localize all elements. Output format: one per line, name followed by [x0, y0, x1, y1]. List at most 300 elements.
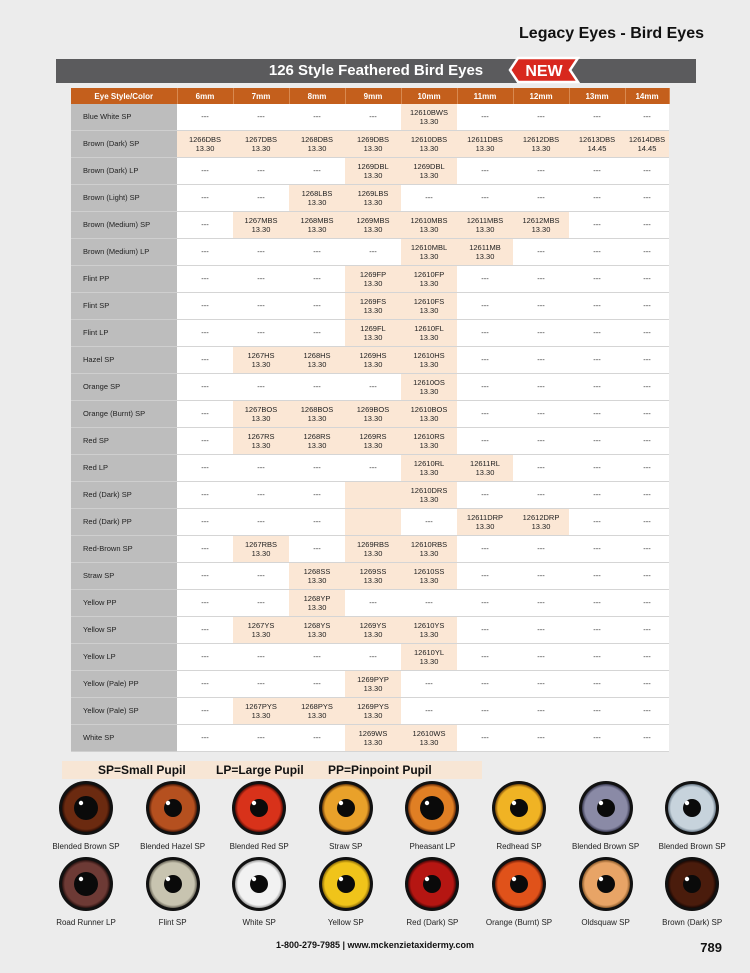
unavailable-cell: --- [289, 239, 345, 266]
product-cell [233, 347, 289, 374]
bird-eyes-table [71, 88, 670, 752]
eye-style-label: Yellow SP [71, 617, 177, 644]
unavailable-cell: --- [625, 725, 669, 752]
unavailable-cell: --- [513, 590, 569, 617]
product-code: 12610YL [413, 647, 445, 657]
unavailable-cell: --- [569, 104, 625, 131]
unavailable-cell: --- [457, 698, 513, 725]
unavailable-cell: --- [233, 266, 289, 293]
table-row [71, 482, 669, 509]
unavailable-cell: --- [457, 185, 513, 212]
unavailable-cell: --- [625, 590, 669, 617]
eye-style-label: Flint PP [71, 266, 177, 293]
unavailable-cell: --- [569, 185, 625, 212]
product-price: 13.30 [251, 144, 271, 153]
product-cell [401, 266, 457, 293]
product-cell [345, 131, 401, 158]
unavailable-cell: --- [569, 536, 625, 563]
unavailable-cell: --- [513, 428, 569, 455]
product-cell [289, 212, 345, 239]
product-code: 12610MBS [410, 215, 448, 225]
product-cell [289, 401, 345, 428]
unavailable-cell: --- [177, 401, 233, 428]
unavailable-cell: --- [625, 266, 669, 293]
product-price: 13.30 [419, 306, 439, 315]
product-cell [345, 563, 401, 590]
product-cell [345, 698, 401, 725]
table-row [71, 563, 669, 590]
unavailable-cell: --- [513, 698, 569, 725]
product-price: 13.30 [419, 549, 439, 558]
eye-style-label: Orange (Burnt) SP [71, 401, 177, 428]
eye-style-label: Blue White SP [71, 104, 177, 131]
unavailable-cell: --- [177, 455, 233, 482]
unavailable-cell: --- [457, 401, 513, 428]
product-cell [401, 320, 457, 347]
unavailable-cell: --- [289, 482, 345, 509]
product-code: 12613DBS [578, 134, 616, 144]
eye-swatch [577, 779, 635, 837]
unavailable-cell: --- [289, 671, 345, 698]
product-price: 14.45 [587, 144, 607, 153]
eye-swatch-label: Oldsquaw SP [581, 918, 630, 927]
eye-swatch-label: Blended Brown SP [52, 842, 120, 851]
product-cell [233, 212, 289, 239]
product-code: 12612MBS [522, 215, 560, 225]
product-price: 13.30 [531, 225, 551, 234]
unavailable-cell: --- [177, 374, 233, 401]
product-price: 13.30 [419, 657, 439, 666]
eye-swatch-label: Blended Red SP [229, 842, 289, 851]
eye-highlight [79, 877, 83, 881]
product-code: 12610RL [413, 458, 445, 468]
unavailable-cell: --- [233, 185, 289, 212]
product-code: 12610BWS [410, 107, 448, 117]
unavailable-cell: --- [289, 644, 345, 671]
unavailable-cell: --- [569, 428, 625, 455]
product-code: 1269FL [360, 323, 386, 333]
unavailable-cell: --- [289, 104, 345, 131]
unavailable-cell: --- [513, 104, 569, 131]
footer-contact: 1-800-279-7985 | www.mckenzietaxidermy.com [275, 940, 475, 950]
eye-highlight [165, 877, 169, 881]
unavailable-cell: --- [625, 617, 669, 644]
product-price: 13.30 [419, 360, 439, 369]
product-price: 13.30 [363, 630, 383, 639]
empty-cell [345, 509, 401, 536]
eye-swatch-label: Road Runner LP [56, 918, 116, 927]
product-cell [401, 617, 457, 644]
table-row [71, 617, 669, 644]
unavailable-cell: --- [177, 266, 233, 293]
unavailable-cell: --- [345, 644, 401, 671]
product-cell [513, 509, 569, 536]
unavailable-cell: --- [233, 158, 289, 185]
unavailable-cell: --- [625, 455, 669, 482]
product-code: 1269DBL [413, 161, 445, 171]
product-cell [401, 455, 457, 482]
banner-title: 126 Style Feathered Bird Eyes [268, 62, 484, 79]
eye-highlight [252, 877, 256, 881]
product-cell [401, 563, 457, 590]
eye-style-label: Red SP [71, 428, 177, 455]
unavailable-cell: --- [625, 671, 669, 698]
unavailable-cell: --- [457, 644, 513, 671]
product-code: 1268SS [303, 566, 331, 576]
unavailable-cell: --- [289, 158, 345, 185]
product-cell [625, 131, 669, 158]
table-row [71, 536, 669, 563]
unavailable-cell: --- [625, 104, 669, 131]
unavailable-cell: --- [625, 320, 669, 347]
table-row [71, 374, 669, 401]
eye-swatch-label: Blended Hazel SP [140, 842, 206, 851]
product-code: 1267YS [247, 620, 275, 630]
product-cell [569, 131, 625, 158]
column-header-size: 12mm [513, 88, 569, 104]
unavailable-cell: --- [569, 617, 625, 644]
unavailable-cell: --- [625, 509, 669, 536]
product-price: 13.30 [419, 441, 439, 450]
unavailable-cell: --- [177, 644, 233, 671]
eye-highlight [512, 877, 516, 881]
unavailable-cell: --- [513, 347, 569, 374]
eye-swatch-label: Straw SP [329, 842, 363, 851]
product-cell [457, 455, 513, 482]
section-banner [56, 59, 696, 83]
eye-swatch [577, 855, 635, 913]
unavailable-cell: --- [233, 644, 289, 671]
product-code: 12610BOS [410, 404, 448, 414]
product-code: 12610YS [413, 620, 445, 630]
product-code: 1269WS [358, 728, 388, 738]
unavailable-cell: --- [625, 644, 669, 671]
column-header-size: 14mm [625, 88, 669, 104]
eye-highlight [512, 801, 516, 805]
product-price: 13.30 [363, 279, 383, 288]
product-code: 12610DRS [410, 485, 448, 495]
product-cell [401, 104, 457, 131]
product-code: 1269SS [359, 566, 387, 576]
eye-style-label: Straw SP [71, 563, 177, 590]
product-price: 13.30 [531, 522, 551, 531]
product-price: 13.30 [419, 252, 439, 261]
unavailable-cell: --- [233, 725, 289, 752]
product-code: 12610HS [413, 350, 445, 360]
product-cell [233, 617, 289, 644]
product-price: 13.30 [307, 225, 327, 234]
unavailable-cell: --- [233, 482, 289, 509]
unavailable-cell: --- [177, 320, 233, 347]
eye-highlight [339, 801, 343, 805]
eye-highlight [339, 877, 343, 881]
table-row [71, 131, 669, 158]
unavailable-cell: --- [289, 266, 345, 293]
unavailable-cell: --- [569, 482, 625, 509]
product-cell [345, 212, 401, 239]
unavailable-cell: --- [513, 671, 569, 698]
unavailable-cell: --- [345, 104, 401, 131]
product-cell [401, 212, 457, 239]
product-price: 13.30 [363, 576, 383, 585]
legend-small-pupil: SP=Small Pupil [98, 763, 186, 777]
product-price: 13.30 [307, 198, 327, 207]
product-price: 13.30 [363, 144, 383, 153]
unavailable-cell: --- [513, 293, 569, 320]
product-code: 12610WS [412, 728, 446, 738]
eye-highlight [598, 877, 602, 881]
unavailable-cell: --- [177, 212, 233, 239]
product-code: 12610FL [414, 323, 444, 333]
eye-swatch [57, 855, 115, 913]
table-row [71, 671, 669, 698]
eye-style-label: Flint SP [71, 293, 177, 320]
column-header-size: 8mm [289, 88, 345, 104]
eye-swatch [230, 855, 288, 913]
eye-highlight [425, 877, 429, 881]
product-code: 1267RBS [244, 539, 278, 549]
product-cell [401, 239, 457, 266]
legend-large-pupil: LP=Large Pupil [216, 763, 304, 777]
product-code: 1267MBS [244, 215, 278, 225]
product-code: 1269PYS [357, 701, 389, 711]
product-code: 12610OS [413, 377, 445, 387]
unavailable-cell: --- [513, 455, 569, 482]
unavailable-cell: --- [569, 320, 625, 347]
table-header-row [71, 88, 669, 104]
unavailable-cell: --- [401, 185, 457, 212]
product-price: 13.30 [195, 144, 215, 153]
unavailable-cell: --- [233, 563, 289, 590]
unavailable-cell: --- [345, 374, 401, 401]
unavailable-cell: --- [345, 239, 401, 266]
eye-style-label: Hazel SP [71, 347, 177, 374]
product-cell [457, 131, 513, 158]
product-code: 1268BOS [300, 404, 334, 414]
unavailable-cell: --- [177, 725, 233, 752]
unavailable-cell: --- [569, 212, 625, 239]
product-code: 1269RS [359, 431, 387, 441]
unavailable-cell: --- [233, 293, 289, 320]
product-price: 13.30 [419, 171, 439, 180]
eye-highlight [252, 801, 256, 805]
product-code: 1268DBS [300, 134, 334, 144]
product-price: 13.30 [307, 360, 327, 369]
unavailable-cell: --- [233, 509, 289, 536]
eye-swatch-label: Brown (Dark) SP [662, 918, 723, 927]
eye-swatch-label: Blended Brown SP [572, 842, 640, 851]
unavailable-cell: --- [513, 536, 569, 563]
product-price: 13.30 [251, 225, 271, 234]
product-cell [289, 617, 345, 644]
table-row [71, 212, 669, 239]
eye-swatch [317, 779, 375, 837]
unavailable-cell: --- [569, 644, 625, 671]
unavailable-cell: --- [625, 401, 669, 428]
product-price: 13.30 [363, 441, 383, 450]
unavailable-cell: --- [177, 158, 233, 185]
unavailable-cell: --- [177, 482, 233, 509]
product-code: 1268PYS [301, 701, 333, 711]
unavailable-cell: --- [401, 671, 457, 698]
eye-style-label: Brown (Medium) LP [71, 239, 177, 266]
product-cell [289, 563, 345, 590]
table-row [71, 725, 669, 752]
unavailable-cell: --- [625, 482, 669, 509]
unavailable-cell: --- [457, 266, 513, 293]
product-cell [457, 239, 513, 266]
product-price: 13.30 [251, 549, 271, 558]
product-price: 13.30 [475, 252, 495, 261]
eye-swatch [663, 855, 721, 913]
table-row [71, 104, 669, 131]
product-price: 13.30 [419, 630, 439, 639]
unavailable-cell: --- [289, 455, 345, 482]
product-cell [401, 536, 457, 563]
unavailable-cell: --- [625, 347, 669, 374]
product-code: 1268HS [303, 350, 331, 360]
eye-pupil [74, 796, 98, 820]
product-price: 13.30 [251, 630, 271, 639]
unavailable-cell: --- [345, 590, 401, 617]
column-header-size: 11mm [457, 88, 513, 104]
unavailable-cell: --- [457, 671, 513, 698]
product-price: 13.30 [475, 522, 495, 531]
eye-swatch-label: Orange (Burnt) SP [485, 918, 553, 927]
product-price: 13.30 [251, 711, 271, 720]
product-code: 12610DBS [410, 134, 448, 144]
eye-style-label: Red (Dark) SP [71, 482, 177, 509]
unavailable-cell: --- [289, 509, 345, 536]
table-row [71, 455, 669, 482]
unavailable-cell: --- [457, 347, 513, 374]
unavailable-cell: --- [513, 401, 569, 428]
product-code: 12610MBL [410, 242, 448, 252]
product-cell [233, 131, 289, 158]
product-price: 13.30 [363, 171, 383, 180]
product-code: 1269RBS [356, 539, 390, 549]
table-row [71, 401, 669, 428]
eye-highlight [165, 801, 169, 805]
product-price: 13.30 [419, 225, 439, 234]
page-title: Legacy Eyes - Bird Eyes [519, 25, 704, 42]
product-cell [401, 374, 457, 401]
unavailable-cell: --- [177, 509, 233, 536]
eye-style-label: Red LP [71, 455, 177, 482]
product-price: 13.30 [363, 684, 383, 693]
table-row [71, 293, 669, 320]
product-code: 12611DRP [466, 512, 504, 522]
eye-swatch [57, 779, 115, 837]
eye-style-label: Flint LP [71, 320, 177, 347]
eye-swatch [403, 855, 461, 913]
product-code: 12610RS [413, 431, 445, 441]
product-price: 14.45 [637, 144, 657, 153]
unavailable-cell: --- [625, 239, 669, 266]
eye-style-label: White SP [71, 725, 177, 752]
product-code: 1266DBS [188, 134, 222, 144]
product-price: 13.30 [531, 144, 551, 153]
product-price: 13.30 [419, 738, 439, 747]
product-code: 12610FS [413, 296, 445, 306]
unavailable-cell: --- [569, 347, 625, 374]
product-code: 12611MBS [466, 215, 504, 225]
unavailable-cell: --- [177, 185, 233, 212]
eye-pupil [74, 872, 98, 896]
unavailable-cell: --- [625, 212, 669, 239]
product-cell [401, 725, 457, 752]
eye-style-label: Red (Dark) PP [71, 509, 177, 536]
unavailable-cell: --- [513, 374, 569, 401]
unavailable-cell: --- [569, 374, 625, 401]
product-cell [177, 131, 233, 158]
unavailable-cell: --- [513, 320, 569, 347]
empty-cell [345, 482, 401, 509]
unavailable-cell: --- [625, 536, 669, 563]
unavailable-cell: --- [569, 455, 625, 482]
unavailable-cell: --- [233, 104, 289, 131]
product-code: 1267BOS [244, 404, 278, 414]
product-cell [289, 590, 345, 617]
product-price: 13.30 [419, 495, 439, 504]
product-cell [345, 401, 401, 428]
unavailable-cell: --- [569, 698, 625, 725]
unavailable-cell: --- [177, 428, 233, 455]
column-header-style: Eye Style/Color [71, 88, 177, 104]
product-price: 13.30 [251, 360, 271, 369]
unavailable-cell: --- [569, 671, 625, 698]
unavailable-cell: --- [513, 644, 569, 671]
unavailable-cell: --- [177, 671, 233, 698]
unavailable-cell: --- [457, 617, 513, 644]
product-price: 13.30 [363, 738, 383, 747]
eye-swatch-label: Red (Dark) SP [406, 918, 459, 927]
unavailable-cell: --- [177, 563, 233, 590]
unavailable-cell: --- [513, 239, 569, 266]
product-price: 13.30 [363, 306, 383, 315]
product-price: 13.30 [363, 198, 383, 207]
unavailable-cell: --- [289, 374, 345, 401]
product-price: 13.30 [307, 414, 327, 423]
product-price: 13.30 [363, 414, 383, 423]
table-row [71, 428, 669, 455]
product-code: 12611MB [469, 242, 501, 252]
unavailable-cell: --- [457, 293, 513, 320]
unavailable-cell: --- [177, 347, 233, 374]
product-price: 13.30 [475, 468, 495, 477]
product-cell [457, 509, 513, 536]
column-header-size: 6mm [177, 88, 233, 104]
product-price: 13.30 [251, 414, 271, 423]
table-row [71, 266, 669, 293]
product-cell [233, 536, 289, 563]
eye-swatch-label: Yellow SP [327, 918, 364, 927]
product-code: 1268YS [303, 620, 331, 630]
product-price: 13.30 [363, 333, 383, 342]
product-price: 13.30 [307, 144, 327, 153]
unavailable-cell: --- [289, 536, 345, 563]
unavailable-cell: --- [457, 563, 513, 590]
product-cell [345, 320, 401, 347]
product-code: 1269YS [359, 620, 387, 630]
unavailable-cell: --- [625, 428, 669, 455]
product-code: 12610RBS [410, 539, 448, 549]
eye-swatch [663, 779, 721, 837]
unavailable-cell: --- [569, 266, 625, 293]
product-code: 1269MBS [356, 215, 390, 225]
table-row [71, 158, 669, 185]
product-code: 1268LBS [301, 188, 333, 198]
